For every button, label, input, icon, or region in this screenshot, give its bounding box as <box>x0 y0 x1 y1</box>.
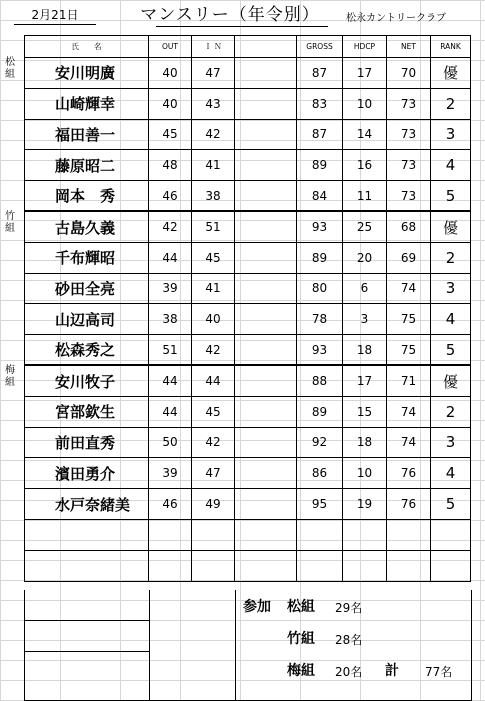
cell-out: 39 <box>149 458 192 489</box>
cell-gross: 83 <box>297 88 343 119</box>
cell-out: 46 <box>149 489 192 520</box>
cell-rank: 2 <box>431 88 471 119</box>
cell-name: 山辺高司 <box>25 304 149 335</box>
cell-name: 濱田勇介 <box>25 458 149 489</box>
col-header-blank <box>235 36 297 58</box>
table-row <box>25 119 471 150</box>
results-table <box>24 35 471 582</box>
cell-in: 45 <box>192 242 235 273</box>
empty-cell <box>25 550 149 581</box>
empty-row <box>25 519 471 550</box>
cell-out: 44 <box>149 242 192 273</box>
table-row <box>25 335 471 366</box>
cell-hdcp: 17 <box>343 365 387 396</box>
empty-cell <box>343 519 387 550</box>
cell-net: 68 <box>387 211 431 242</box>
summary-divider <box>149 590 150 700</box>
cell-net: 76 <box>387 458 431 489</box>
cell-in: 42 <box>192 427 235 458</box>
cell-out: 45 <box>149 119 192 150</box>
cell-out: 50 <box>149 427 192 458</box>
table-row <box>25 273 471 304</box>
cell-rank: 3 <box>431 427 471 458</box>
empty-cell <box>343 550 387 581</box>
ume-count: 20名 <box>335 665 363 679</box>
cell-rank: 5 <box>431 335 471 366</box>
cell-net: 70 <box>387 58 431 89</box>
cell-in: 43 <box>192 88 235 119</box>
matsu-count: 29名 <box>335 601 363 615</box>
take-label: 竹組 <box>287 631 315 647</box>
cell-name: 千布輝昭 <box>25 242 149 273</box>
cell-rank: 2 <box>431 242 471 273</box>
cell-net: 74 <box>387 396 431 427</box>
cell-hdcp: 10 <box>343 458 387 489</box>
participants-label: 参加 <box>243 599 271 615</box>
cell-name: 水戸奈緒美 <box>25 489 149 520</box>
col-header-rank: RANK <box>431 36 471 58</box>
empty-cell <box>431 519 471 550</box>
cell-net: 74 <box>387 427 431 458</box>
cell-net: 74 <box>387 273 431 304</box>
cell-out: 38 <box>149 304 192 335</box>
empty-cell <box>192 550 235 581</box>
cell-rank: 3 <box>431 119 471 150</box>
cell-rank: 5 <box>431 489 471 520</box>
empty-cell <box>149 550 192 581</box>
cell-rank: 3 <box>431 273 471 304</box>
group-label-text: 松 組 <box>5 57 15 80</box>
cell-gross: 93 <box>297 211 343 242</box>
cell-hdcp: 10 <box>343 88 387 119</box>
matsu-label: 松組 <box>287 599 315 615</box>
cell-name: 岡本 秀 <box>25 181 149 212</box>
col-header-in: Ｉ Ｎ <box>192 36 235 58</box>
cell-gross: 95 <box>297 489 343 520</box>
table-row <box>25 211 471 242</box>
table-row <box>25 58 471 89</box>
cell-in: 42 <box>192 119 235 150</box>
cell-out: 39 <box>149 273 192 304</box>
date-label: 2月21日 <box>31 8 79 22</box>
table-row <box>25 489 471 520</box>
cell-in: 40 <box>192 304 235 335</box>
cell-rank: 4 <box>431 150 471 181</box>
group-label-text: 竹 組 <box>5 211 15 234</box>
cell-name: 福田善一 <box>25 119 149 150</box>
cell-in: 44 <box>192 365 235 396</box>
cell-rank: 4 <box>431 304 471 335</box>
cell-gross: 89 <box>297 150 343 181</box>
cell-rank: 4 <box>431 458 471 489</box>
cell-blank <box>235 242 297 273</box>
cell-blank <box>235 427 297 458</box>
cell-blank <box>235 304 297 335</box>
col-header-name: 氏 名 <box>25 36 149 58</box>
cell-hdcp: 18 <box>343 427 387 458</box>
cell-in: 41 <box>192 150 235 181</box>
group-label-matsu <box>3 57 17 81</box>
club-name: 松永カントリークラブ <box>346 13 446 24</box>
empty-cell <box>297 550 343 581</box>
page-title: マンスリー（年令別） <box>140 5 320 25</box>
empty-cell <box>431 550 471 581</box>
cell-blank <box>235 365 297 396</box>
total-count: 77名 <box>425 665 453 679</box>
group-label-ume <box>3 365 17 389</box>
cell-gross: 93 <box>297 335 343 366</box>
cell-gross: 89 <box>297 396 343 427</box>
cell-gross: 92 <box>297 427 343 458</box>
cell-blank <box>235 273 297 304</box>
empty-cell <box>235 519 297 550</box>
table-row <box>25 396 471 427</box>
table-row <box>25 458 471 489</box>
cell-blank <box>235 489 297 520</box>
cell-gross: 80 <box>297 273 343 304</box>
cell-blank <box>235 119 297 150</box>
cell-in: 47 <box>192 458 235 489</box>
cell-name: 宮部欽生 <box>25 396 149 427</box>
header-row <box>25 36 471 58</box>
cell-hdcp: 14 <box>343 119 387 150</box>
cell-rank: 優 <box>431 365 471 396</box>
cell-gross: 87 <box>297 119 343 150</box>
cell-name: 安川明廣 <box>25 58 149 89</box>
cell-hdcp: 20 <box>343 242 387 273</box>
cell-hdcp: 3 <box>343 304 387 335</box>
cell-hdcp: 19 <box>343 489 387 520</box>
cell-hdcp: 17 <box>343 58 387 89</box>
cell-hdcp: 25 <box>343 211 387 242</box>
cell-in: 41 <box>192 273 235 304</box>
empty-cell <box>25 519 149 550</box>
group-label-take <box>3 211 17 235</box>
cell-in: 49 <box>192 489 235 520</box>
empty-cell <box>235 550 297 581</box>
table-row <box>25 150 471 181</box>
cell-name: 安川牧子 <box>25 365 149 396</box>
cell-hdcp: 15 <box>343 396 387 427</box>
cell-net: 73 <box>387 119 431 150</box>
summary-divider <box>25 620 149 621</box>
cell-hdcp: 6 <box>343 273 387 304</box>
cell-name: 前田直秀 <box>25 427 149 458</box>
cell-hdcp: 11 <box>343 181 387 212</box>
cell-blank <box>235 58 297 89</box>
summary-block <box>24 590 472 701</box>
empty-cell <box>387 519 431 550</box>
cell-hdcp: 16 <box>343 150 387 181</box>
cell-net: 73 <box>387 150 431 181</box>
cell-out: 51 <box>149 335 192 366</box>
cell-gross: 78 <box>297 304 343 335</box>
col-header-out: OUT <box>149 36 192 58</box>
cell-net: 76 <box>387 489 431 520</box>
cell-blank <box>235 335 297 366</box>
cell-rank: 5 <box>431 181 471 212</box>
ume-label: 梅組 <box>287 663 315 679</box>
cell-rank: 優 <box>431 211 471 242</box>
cell-name: 砂田全亮 <box>25 273 149 304</box>
cell-blank <box>235 181 297 212</box>
cell-blank <box>235 396 297 427</box>
cell-blank <box>235 458 297 489</box>
col-header-gross: GROSS <box>297 36 343 58</box>
cell-in: 51 <box>192 211 235 242</box>
summary-divider <box>235 590 236 700</box>
cell-out: 42 <box>149 211 192 242</box>
take-count: 28名 <box>335 633 363 647</box>
cell-net: 71 <box>387 365 431 396</box>
cell-out: 44 <box>149 396 192 427</box>
table-row <box>25 427 471 458</box>
total-label: 計 <box>385 663 399 679</box>
empty-cell <box>387 550 431 581</box>
cell-in: 42 <box>192 335 235 366</box>
cell-name: 山崎輝幸 <box>25 88 149 119</box>
cell-gross: 89 <box>297 242 343 273</box>
col-header-net: NET <box>387 36 431 58</box>
group-label-text: 梅 組 <box>5 365 15 388</box>
cell-net: 75 <box>387 335 431 366</box>
date-underline <box>14 24 96 25</box>
cell-blank <box>235 211 297 242</box>
empty-cell <box>192 519 235 550</box>
cell-out: 40 <box>149 88 192 119</box>
cell-blank <box>235 150 297 181</box>
cell-out: 40 <box>149 58 192 89</box>
table-row <box>25 365 471 396</box>
cell-out: 48 <box>149 150 192 181</box>
cell-gross: 86 <box>297 458 343 489</box>
empty-row <box>25 550 471 581</box>
cell-name: 藤原昭二 <box>25 150 149 181</box>
cell-net: 73 <box>387 88 431 119</box>
cell-in: 45 <box>192 396 235 427</box>
cell-out: 46 <box>149 181 192 212</box>
cell-rank: 2 <box>431 396 471 427</box>
table-row <box>25 88 471 119</box>
table-row <box>25 242 471 273</box>
cell-blank <box>235 88 297 119</box>
cell-net: 73 <box>387 181 431 212</box>
table-row <box>25 181 471 212</box>
empty-cell <box>149 519 192 550</box>
table-row <box>25 304 471 335</box>
cell-out: 44 <box>149 365 192 396</box>
cell-gross: 87 <box>297 58 343 89</box>
cell-name: 松森秀之 <box>25 335 149 366</box>
cell-net: 69 <box>387 242 431 273</box>
cell-gross: 88 <box>297 365 343 396</box>
cell-gross: 84 <box>297 181 343 212</box>
cell-in: 38 <box>192 181 235 212</box>
cell-hdcp: 18 <box>343 335 387 366</box>
title-underline <box>156 26 328 27</box>
col-header-hdcp: HDCP <box>343 36 387 58</box>
empty-cell <box>297 519 343 550</box>
cell-net: 75 <box>387 304 431 335</box>
cell-rank: 優 <box>431 58 471 89</box>
cell-in: 47 <box>192 58 235 89</box>
cell-name: 古島久義 <box>25 211 149 242</box>
summary-divider <box>25 651 149 652</box>
